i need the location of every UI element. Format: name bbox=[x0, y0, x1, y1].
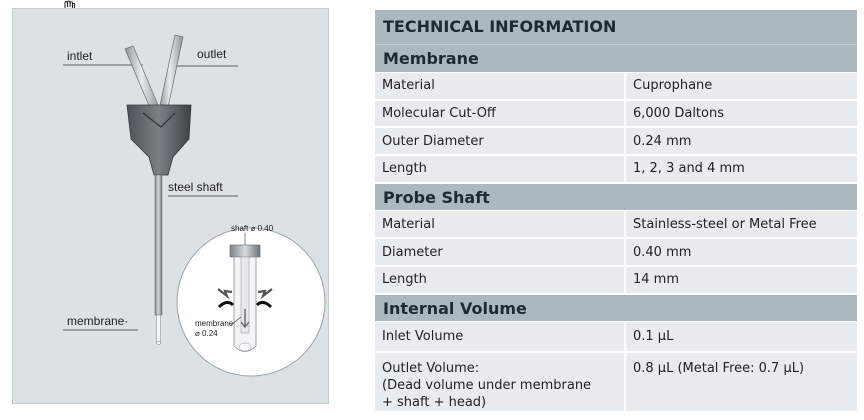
table-row bbox=[375, 322, 857, 352]
table-row bbox=[375, 72, 857, 100]
section-header-row bbox=[375, 44, 857, 72]
row-value: Cuprophane bbox=[625, 72, 857, 100]
row-label: Diameter bbox=[375, 238, 625, 266]
table-row bbox=[375, 127, 857, 155]
row-value: 0.40 mm bbox=[625, 238, 857, 266]
row-label: Length bbox=[375, 155, 625, 183]
table-title-row bbox=[375, 10, 857, 44]
table-row bbox=[375, 155, 857, 183]
row-value: 1, 2, 3 and 4 mm bbox=[625, 155, 857, 183]
table-row bbox=[375, 266, 857, 294]
probe-illustration bbox=[13, 9, 330, 405]
row-label: Outer Diameter bbox=[375, 127, 625, 155]
row-label: Length bbox=[375, 266, 625, 294]
row-value: 14 mm bbox=[625, 266, 857, 294]
table-row bbox=[375, 352, 857, 412]
row-label: Material bbox=[375, 72, 625, 100]
membrane bbox=[157, 315, 161, 343]
shaft-diameter-label: shaft ⌀ 0.40 bbox=[231, 224, 274, 233]
detail-membrane-label: membrane bbox=[195, 319, 234, 328]
table-row bbox=[375, 238, 857, 266]
table-row bbox=[375, 100, 857, 128]
row-label: Molecular Cut-Off bbox=[375, 100, 625, 128]
outlet-tube bbox=[159, 35, 183, 112]
section-header-row bbox=[375, 294, 857, 322]
inlet-label: intlet bbox=[67, 49, 93, 63]
row-value: 6,000 Daltons bbox=[625, 100, 857, 128]
detail-shaft bbox=[230, 245, 260, 257]
row-value: 0.24 mm bbox=[625, 127, 857, 155]
section-title-membrane: Membrane bbox=[375, 44, 857, 72]
section-title-probe-shaft: Probe Shaft bbox=[375, 183, 857, 211]
table-title: TECHNICAL INFORMATION bbox=[375, 10, 857, 44]
table-row bbox=[375, 211, 857, 239]
row-label: Inlet Volume bbox=[375, 322, 625, 352]
section-header-row bbox=[375, 183, 857, 211]
row-value: Stainless-steel or Metal Free bbox=[625, 211, 857, 239]
technical-information-table bbox=[375, 10, 857, 413]
row-label: Outlet Volume: (Dead volume under membrane + shaft + head) bbox=[375, 352, 625, 412]
steel-shaft-label: steel shaft bbox=[168, 180, 223, 194]
row-label: Material bbox=[375, 211, 625, 239]
steel-shaft bbox=[155, 175, 162, 315]
row-value: 0.1 µL bbox=[625, 322, 857, 352]
row-value: 0.8 µL (Metal Free: 0.7 µL) bbox=[625, 352, 857, 412]
section-title-internal-volume: Internal Volume bbox=[375, 294, 857, 322]
outlet-label: outlet bbox=[197, 47, 227, 61]
probe-diagram bbox=[12, 8, 329, 404]
membrane-label: membrane· bbox=[67, 314, 129, 328]
detail-membrane-diameter: ⌀ 0.24 bbox=[195, 329, 218, 338]
probe-head bbox=[127, 105, 191, 175]
